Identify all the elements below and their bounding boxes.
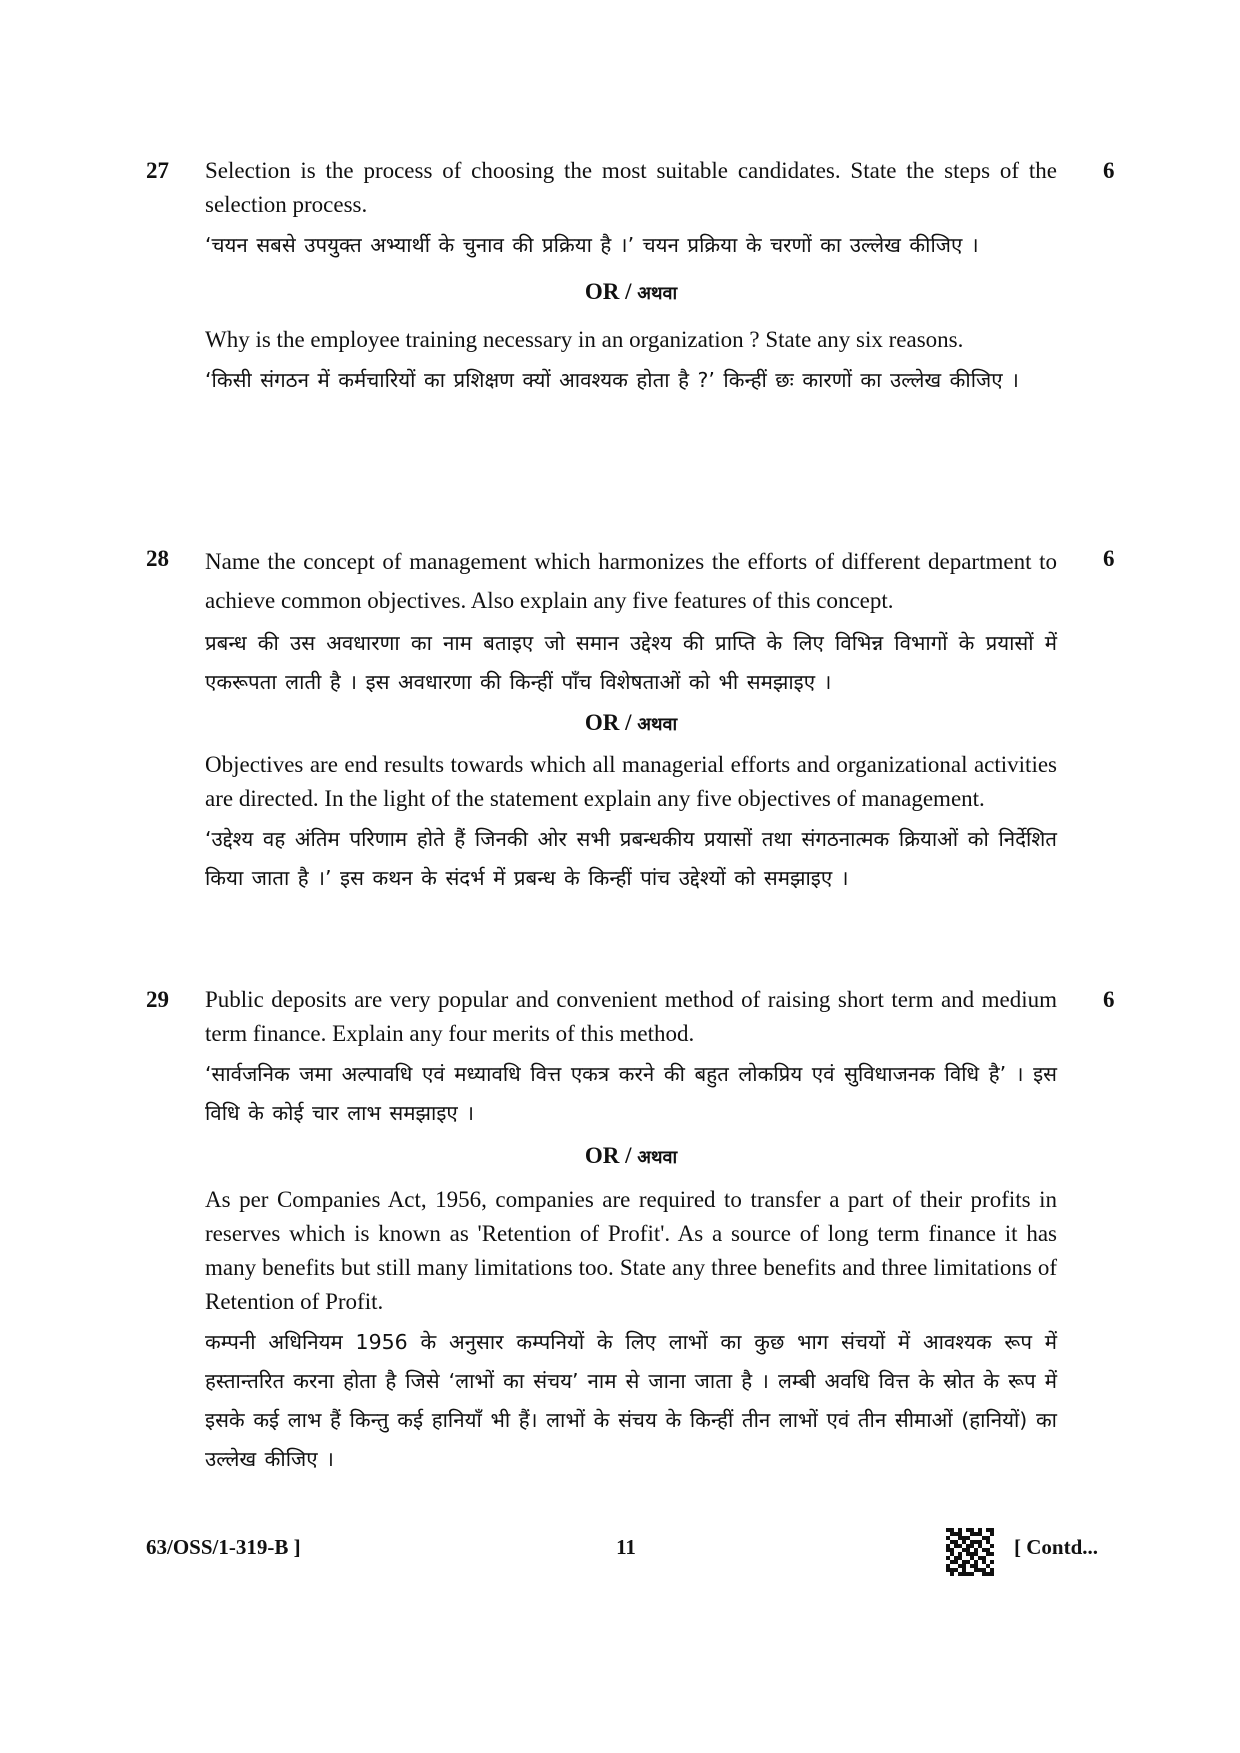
alternate-question-hindi: कम्पनी अधिनियम 1956 के अनुसार कम्पनियों के लिए लाभों का कुछ भाग संचयों में आवश्यक रूप में हस्तान्तरित करना होता है जिसे ‘लाभों का संचय’ नाम से जाना जाता है । लम्बी अवधि वित्त के स्रोत के रूप में इसके कई लाभ हैं किन्तु कई हानियाँ भी हैं। लाभों के संचय के किन्हीं तीन लाभों एवं तीन सीमाओं (हानियों) का उल्लेख कीजिए । [205,1330,1057,1471]
or-label-hindi: अथवा [637,283,678,304]
question-marks: 6 [1103,987,1115,1012]
or-separator: OR / अथवा [584,1143,678,1168]
question-text-english: Selection is the process of choosing the most suitable candidates. State the steps of the selection process. [205,158,1057,217]
question-text-english: Public deposits are very popular and convenient method of raising short term and medium term finance. Explain any four merits of this method. [205,987,1057,1046]
question-text-english: Name the concept of management which harmonizes the efforts of different department to achieve common objectives. Also explain any five features of this concept. [205,549,1057,613]
qr-code-icon [946,1528,994,1576]
or-separator: OR / अथवा [584,279,678,304]
question-body [205,542,1057,898]
question-number: 28 [146,546,169,571]
paper-code: 63/OSS/1-319-B ] [146,1535,301,1559]
question-text-hindi: प्रबन्ध की उस अवधारणा का नाम बताइए जो समान उद्देश्य की प्राप्ति के लिए विभिन्न विभागों के प्रयासों में एकरूपता लाती है । इस अवधारणा की किन्हीं पाँच विशेषताओं को भी समझाइए । [205,631,1057,694]
or-label-hindi: अथवा [637,1147,678,1168]
continued-label: [ Contd... [1014,1535,1099,1559]
page-number: 11 [616,1535,636,1559]
or-label-english: OR [584,1143,620,1168]
question-number: 27 [146,158,169,183]
or-label-english: OR [584,279,620,304]
question-marks: 6 [1103,158,1115,183]
alternate-question-hindi: ‘किसी संगठन में कर्मचारियों का प्रशिक्षण क्यों आवश्यक होता है ?’ किन्हीं छः कारणों का उल्लेख कीजिए । [205,368,1019,392]
question-body [205,983,1057,1479]
question-text-hindi: ‘सार्वजनिक जमा अल्पावधि एवं मध्यावधि वित्त एकत्र करने की बहुत लोकप्रिय एवं सुविधाजनक विधि है’ । इस विधि के कोई चार लाभ समझाइए । [205,1062,1057,1125]
or-separator: OR / अथवा [584,710,678,735]
or-label-hindi: अथवा [637,714,678,735]
or-label-english: OR [584,710,620,735]
question-body [205,154,1057,400]
question-number: 29 [146,987,169,1012]
question-marks: 6 [1103,546,1115,571]
page-footer [0,1530,1240,1570]
alternate-question-english: Objectives are end results towards which all managerial efforts and organizational activities are directed. In the light of the statement explain any five objectives of management. [205,752,1057,811]
alternate-question-english: Why is the employee training necessary in an organization ? State any six reasons. [205,327,964,352]
alternate-question-english: As per Companies Act, 1956, companies are required to transfer a part of their profits in reserves which is known as 'Retention of Profit'. As a source of long term finance it has many benefits but still many limitations too. State any three benefits and three limitations of Retention of Profit. [205,1187,1057,1314]
question-text-hindi: ‘चयन सबसे उपयुक्त अभ्यार्थी के चुनाव की प्रक्रिया है ।’ चयन प्रक्रिया के चरणों का उल्लेख कीजिए । [205,233,979,257]
alternate-question-hindi: ‘उद्देश्य वह अंतिम परिणाम होते हैं जिनकी ओर सभी प्रबन्धकीय प्रयासों तथा संगठनात्मक क्रियाओं को निर्देशित किया जाता है ।’ इस कथन के संदर्भ में प्रबन्ध के किन्हीं पांच उद्देश्यों को समझाइए । [205,827,1057,890]
